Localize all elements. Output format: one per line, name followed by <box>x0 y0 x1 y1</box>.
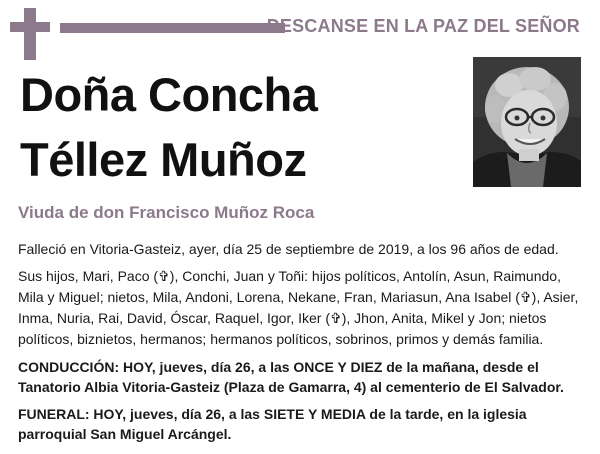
funeral-text: FUNERAL: HOY, jueves, día 26, a las SIETE Y MEDIA de la tarde, en la iglesia parroquial San Miguel Arcángel. <box>18 406 527 442</box>
cross-vertical-bar <box>24 8 36 60</box>
deceased-name-line1: Doña Concha <box>20 68 318 121</box>
obituary-body <box>18 239 582 451</box>
cross-icon <box>10 8 50 60</box>
deceased-name-line2: Téllez Muñoz <box>20 133 307 186</box>
header-title: DESCANSE EN LA PAZ DEL SEÑOR <box>266 16 580 36</box>
widow-subtitle: Viuda de don Francisco Muñoz Roca <box>18 203 315 222</box>
cross-horizontal-bar <box>10 22 50 32</box>
portrait-photo <box>473 57 581 187</box>
announcement-text: Falleció en Vitoria-Gasteiz, ayer, día 25 de septiembre de 2019, a los 96 años de edad. <box>18 241 559 257</box>
conduccion-text: CONDUCCIÓN: HOY, jueves, día 26, a las ONCE Y DIEZ de la mañana, desde el Tanatorio Albia Vitoria-Gasteiz (Plaza de Gamarra, 4) al cementerio de El Salvador. <box>18 359 564 395</box>
portrait-illustration <box>473 57 581 187</box>
header-rule <box>60 23 285 33</box>
family-text: Sus hijos, Mari, Paco (✞), Conchi, Juan y Toñi: hijos políticos, Antolín, Asun, Raimundo, Mila y Miguel; nietos, Mila, Andoni, Lorena, Nekane, Fran, Mariasun, Ana Isabel (✞), Asier, Inma, Nuria, Rai, David, Óscar, Raquel, Igor, Iker (✞), Jhon, Anita, Mikel y Jon; nietos políticos, biznietos, hermanos; hermanos políticos, sobrinos, primos y demás familia. <box>18 268 579 347</box>
